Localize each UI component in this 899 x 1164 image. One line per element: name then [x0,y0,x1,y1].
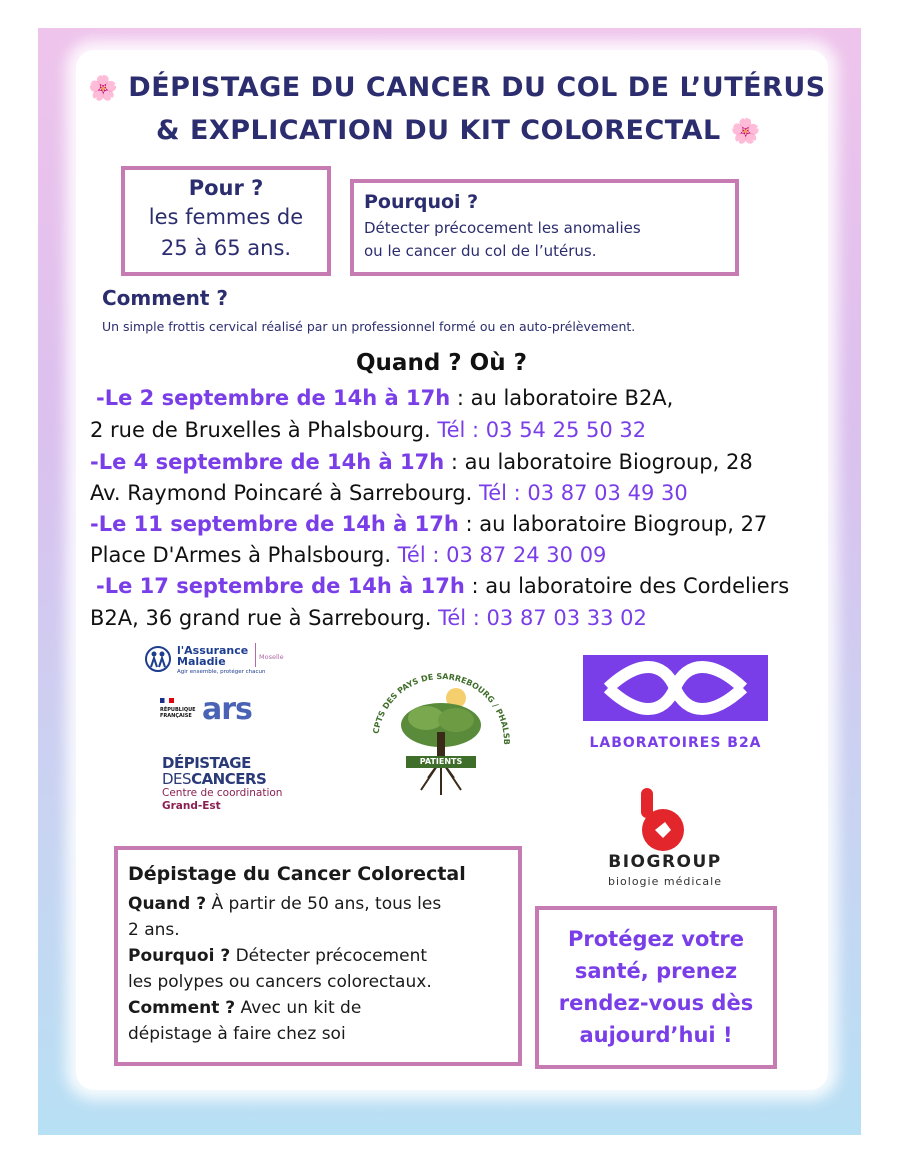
cta-box [535,906,777,1069]
colorectal-pourquoi: Pourquoi ? Détecter précocement [128,946,428,966]
headline-line-2: & EXPLICATION DU KIT COLORECTAL 🌸 [156,115,762,146]
schedule-item-4-line-1: -Le 17 septembre de 14h à 17h : au laboratoire des Cordeliers [96,574,790,598]
pour-line-1: les femmes de [148,205,304,229]
cpts-logo: CPTS DES PAYS DE SARREBOURG / PHALSB PATIENTS [356,660,526,810]
schedule-item-1-line-1: -Le 2 septembre de 14h à 17h : au laboratoire B2A, [96,386,674,410]
colorectal-title: Dépistage du Cancer Colorectal [128,863,466,885]
svg-text:CPTS DES PAYS DE SARREBOURG /: CPTS DES PAYS DE SARREBOURG / PHALSB [371,671,512,745]
pour-box [121,166,331,276]
schedule-item-2-line-1: -Le 4 septembre de 14h à 17h : au laboratoire Biogroup, 28 [90,450,753,474]
pour-title: Pour ? [188,176,264,200]
pour-line-2: 25 à 65 ans. [160,236,292,260]
cta-line-2: santé, prenez [574,959,738,983]
colorectal-box: Dépistage du Cancer Colorectal Quand ? À partir de 50 ans, tous les 2 ans. Pourquoi ? Détecter précocement les polypes ou cancers colorectaux. Comment ? Avec un kit de dépistage à faire chez soi [114,846,522,1066]
comment-text: Un simple frottis cervical réalisé par un professionnel formé ou en auto-prélèvement. [102,319,636,334]
schedule-item-2-line-2: Av. Raymond Poincaré à Sarrebourg. Tél : 03 87 03 49 30 [90,481,688,505]
schedule-item-3-line-1: -Le 11 septembre de 14h à 17h : au laboratoire Biogroup, 27 [90,512,768,536]
schedule-date: Le 11 septembre de 14h à 17h [98,512,459,536]
schedule-item-3-line-2: Place D'Armes à Phalsbourg. Tél : 03 87 24 30 09 [90,543,607,567]
phone-number: Tél : 03 87 24 30 09 [397,543,607,567]
biogroup-b-icon [595,786,735,852]
flower-icon: 🌸 [88,74,119,102]
b2a-mark-icon [583,655,768,721]
phone-number: Tél : 03 87 03 49 30 [478,481,688,505]
ars-mark: ars [202,692,252,727]
phone-number: Tél : 03 87 03 33 02 [438,606,647,630]
cta-line-1: Protégez votre [567,927,745,951]
flower-icon: 🌸 [730,117,762,145]
assurance-maladie-logo: l'Assurance Maladie Agir ensemble, protéger chacun Moselle [143,643,293,681]
colorectal-comment: Comment ? Avec un kit de [128,998,362,1018]
depistage-cancers-logo: DÉPISTAGE DESCANCERS Centre de coordination Grand-Est [162,754,283,812]
schedule-date: Le 2 septembre de 14h à 17h [104,386,451,410]
tree-icon [356,660,526,810]
cta-line-3: rendez-vous dès [558,991,754,1015]
headline-line-1: 🌸 DÉPISTAGE DU CANCER DU COL DE L’UTÉRUS [88,72,826,103]
schedule-date: Le 4 septembre de 14h à 17h [98,450,445,474]
pourquoi-line-1: Détecter précocement les anomalies [364,219,641,237]
pourquoi-box [350,179,739,276]
schedule-title: Quand ? Où ? [356,350,527,376]
pourquoi-title: Pourquoi ? [364,191,479,213]
colorectal-quand: Quand ? À partir de 50 ans, tous les [128,894,442,914]
pourquoi-line-2: ou le cancer du col de l’utérus. [364,242,597,260]
people-circle-icon [143,645,173,673]
schedule-date: Le 17 septembre de 14h à 17h [104,574,465,598]
schedule-item-1-line-2: 2 rue de Bruxelles à Phalsbourg. Tél : 03 54 25 50 32 [90,418,647,442]
biogroup-logo: BIOGROUP biologie médicale [595,786,735,890]
ars-logo: RÉPUBLIQUE FRANÇAISE ars [160,692,252,727]
schedule-item-4-line-2: B2A, 36 grand rue à Sarrebourg. Tél : 03 87 03 33 02 [90,606,647,630]
cta-line-4: aujourd’hui ! [579,1023,733,1047]
b2a-logo: LABORATOIRES B2A [583,655,768,755]
french-flag-icon [160,698,174,703]
phone-number: Tél : 03 54 25 50 32 [437,418,647,442]
comment-title: Comment ? [102,286,229,310]
